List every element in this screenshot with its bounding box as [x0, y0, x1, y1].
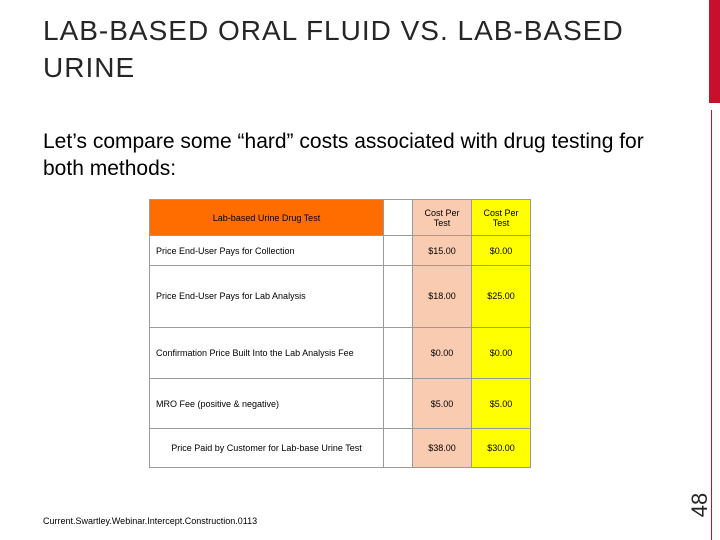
slide-title: LAB-BASED ORAL FLUID VS. LAB-BASED URINE: [43, 15, 624, 83]
table-row: [150, 328, 531, 379]
table-total-row: [150, 429, 531, 468]
table-row: [150, 236, 531, 266]
row-cost-oral: $0.00: [472, 236, 531, 266]
row-label: Price End-User Pays for Lab Analysis: [150, 266, 384, 328]
row-cost-oral: $5.00: [472, 379, 531, 429]
total-cost-oral: $30.00: [472, 429, 531, 468]
total-label: Price Paid by Customer for Lab-base Urine Test: [150, 429, 384, 468]
footer-source: Current.Swartley.Webinar.Intercept.Construction.0113: [43, 516, 258, 526]
total-cost-urine: $38.00: [413, 429, 472, 468]
table-gap-cell: [384, 236, 413, 266]
row-label: MRO Fee (positive & negative): [150, 379, 384, 429]
table-row: [150, 266, 531, 328]
table-gap-cell: [384, 429, 413, 468]
side-rule: [711, 110, 712, 540]
row-cost-urine: $0.00: [413, 328, 472, 379]
table-gap-cell: [384, 200, 413, 236]
header-cost-oral: Cost Per Test: [472, 200, 531, 236]
slide-subtitle: Let’s compare some “hard” costs associated with drug testing for both methods:: [43, 130, 644, 180]
table-gap-cell: [384, 266, 413, 328]
accent-bar: [709, 0, 720, 103]
row-cost-urine: $5.00: [413, 379, 472, 429]
table-gap-cell: [384, 379, 413, 429]
header-cost-urine: Cost Per Test: [413, 200, 472, 236]
table-row: [150, 379, 531, 429]
row-cost-urine: $15.00: [413, 236, 472, 266]
cost-comparison-table: [149, 199, 531, 468]
row-label: Confirmation Price Built Into the Lab Analysis Fee: [150, 328, 384, 379]
row-cost-urine: $18.00: [413, 266, 472, 328]
table-gap-cell: [384, 328, 413, 379]
row-cost-oral: $25.00: [472, 266, 531, 328]
slide-number: 48: [687, 492, 712, 518]
header-label: Lab-based Urine Drug Test: [150, 200, 384, 236]
row-label: Price End-User Pays for Collection: [150, 236, 384, 266]
table-header-row: [150, 200, 531, 236]
row-cost-oral: $0.00: [472, 328, 531, 379]
